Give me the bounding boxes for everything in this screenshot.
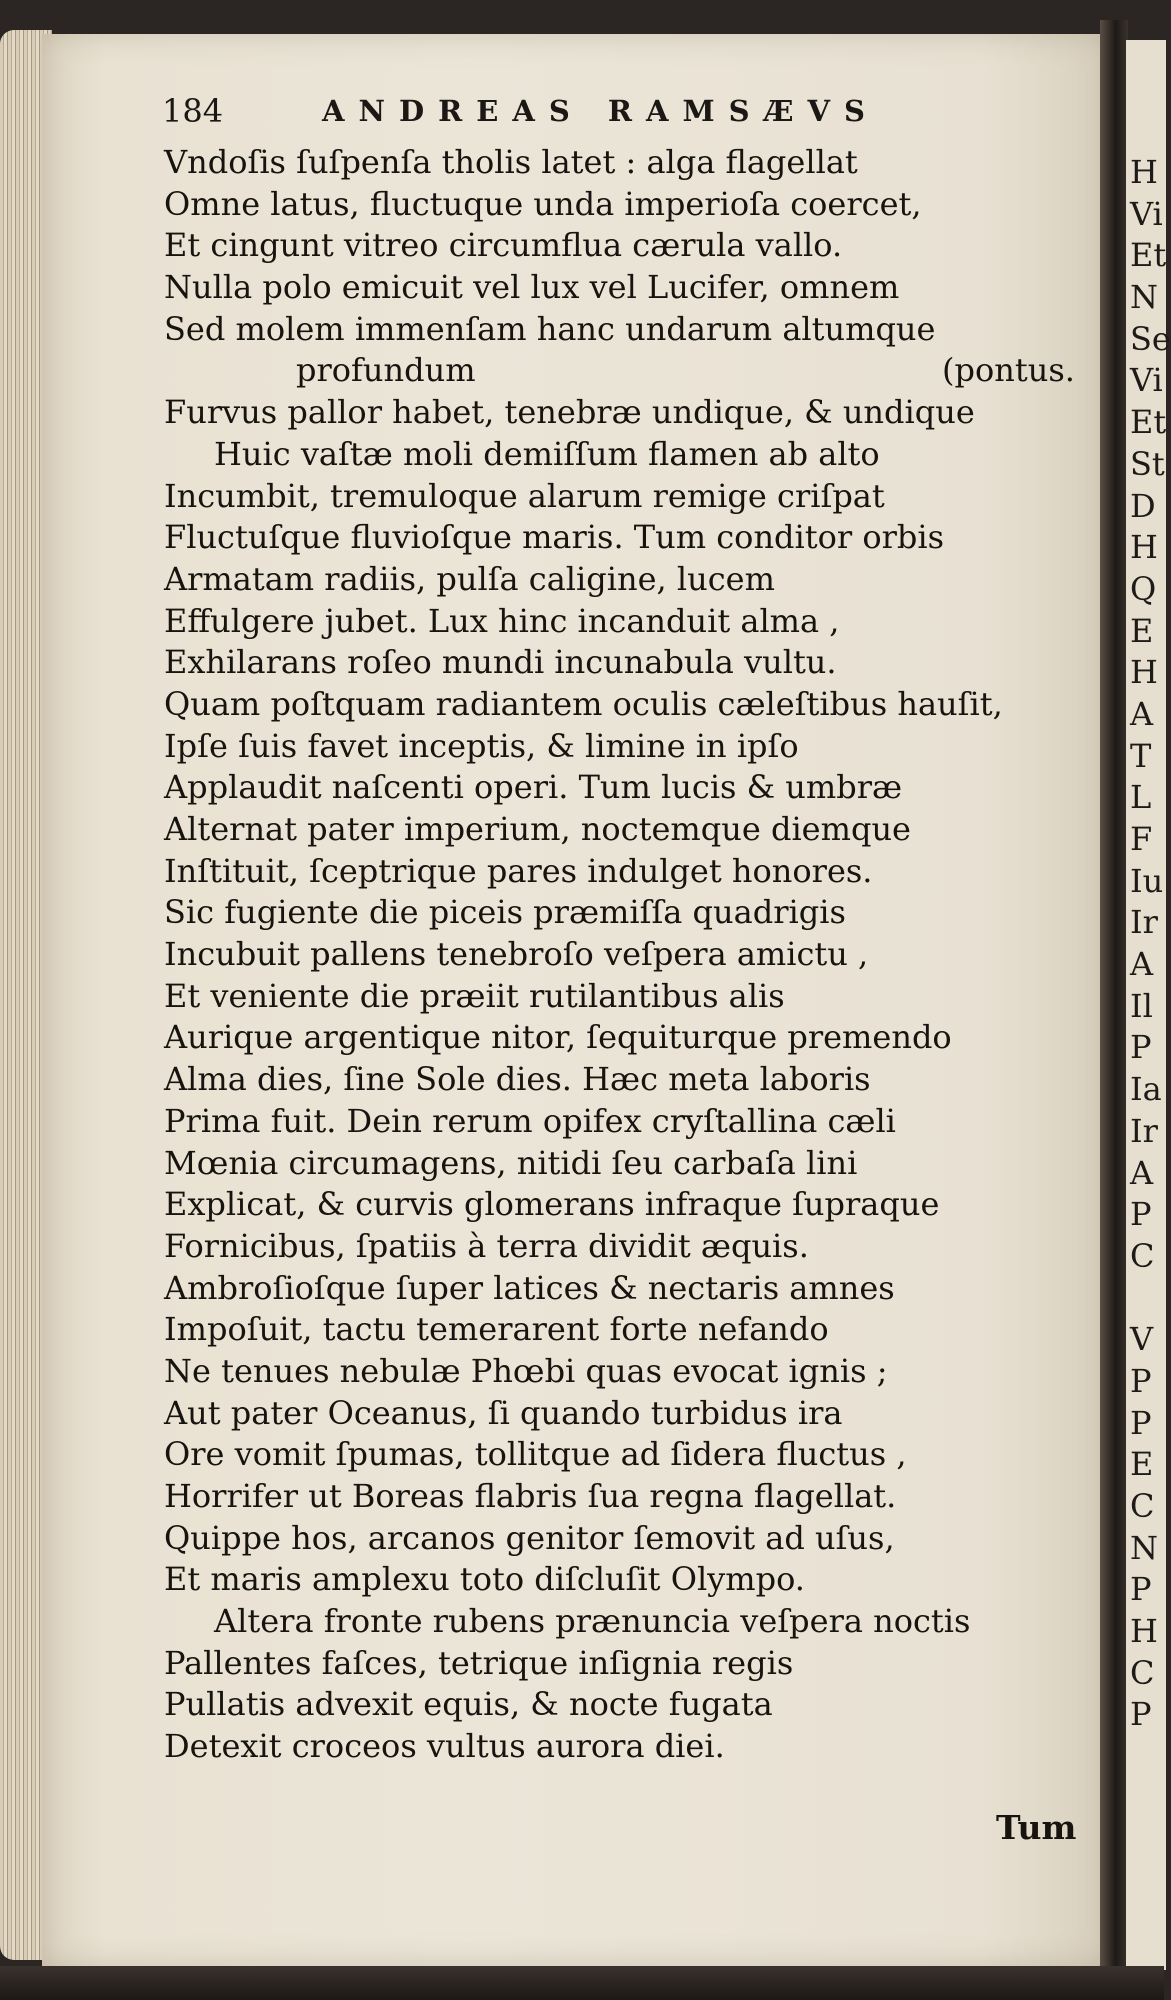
verse-line: Horrifer ut Boreas flabris ſua regna flagellat. [164,1477,897,1515]
facing-page-fragment: Q [1130,569,1157,608]
verse-line: Omne latus, fluctuque unda imperioſa coercet, [164,184,922,223]
facing-page-fragment: N [1130,1528,1158,1567]
facing-page-fragment: Vi [1130,194,1163,233]
verse-line-right: (pontus. [942,351,1075,390]
facing-page-fragment: E [1130,611,1154,650]
verse-line: Ambroſioſque ſuper latices & nectaris amnes [164,1268,895,1307]
verse-line: Furvus pallor habet, tenebræ undique, & undique [164,393,975,432]
running-head: ANDREAS RAMSÆVS [322,94,879,128]
bottom-edge [0,1966,1164,2000]
verse-line: Ore vomit ſpumas, tollitque ad ſidera fluctus , [164,1435,907,1474]
verse-line: Exhilarans roſeo mundi incunabula vultu. [164,643,837,682]
facing-page-fragment: T [1130,736,1152,775]
verse-line: Sed molem immenſam hanc undarum altumque [164,309,936,348]
facing-page-fragment: D [1130,486,1156,525]
verse-line: Aurique argentique nitor, ſequiturque premendo [164,1018,952,1057]
verse-line [164,350,1104,392]
verse-line-left: profundum [296,351,476,390]
verse-line: Ne tenues nebulæ Phœbi quas evocat ignis ; [164,1351,888,1390]
facing-page-fragment: Et [1130,403,1167,442]
facing-page-fragment: Ir [1130,903,1158,942]
facing-page-fragment: H [1130,153,1158,191]
verse-line: Vndoſis ſuſpenſa tholis latet : alga flagellat [164,143,858,181]
verse-line: Et maris amplexu toto diſcluſit Olympo. [164,1560,805,1599]
facing-page-fragment: P [1130,1403,1152,1442]
facing-page-fragment: P [1130,1028,1152,1067]
verse-line: Nulla polo emicuit vel lux vel Lucifer, omnem [164,268,900,307]
facing-page-fragment: A [1130,1153,1154,1192]
verse-line: Incumbit, tremuloque alarum remige criſpat [164,476,885,515]
facing-page-fragment: Ia [1130,1070,1162,1109]
facing-page-fragment: A [1130,694,1154,733]
facing-page-fragment: A [1130,945,1154,984]
facing-page-fragment: Vi [1130,361,1163,400]
verse-line: Inſtituit, ſceptrique pares indulget honores. [164,851,873,890]
facing-page-fragment: Iu [1130,861,1164,900]
facing-page-fragment: Se [1130,319,1171,358]
catchword: Tum [996,1808,1077,1847]
verse-line: Altera fronte rubens prænuncia veſpera noctis [214,1602,971,1641]
verse-block [164,142,1104,1768]
verse-line: Explicat, & curvis glomerans infraque ſupraque [164,1185,940,1224]
verse-line: Ipſe ſuis favet inceptis, & limine in ipſo [164,726,799,765]
verse-line: Huic vaſtæ moli demiſſum flamen ab alto [214,434,880,473]
page-header [162,92,1062,136]
facing-page-fragment: P [1130,1570,1152,1609]
verse-line: Impoſuit, tactu temerarent forte nefando [164,1310,829,1349]
facing-page-text [1130,152,1171,1736]
verse-line: Armatam radiis, pulſa caligine, lucem [164,559,775,598]
facing-page-fragment: P [1130,1195,1152,1234]
verse-line: Quam poſtquam radiantem oculis cæleſtibus hauſit, [164,684,1003,723]
book-gutter [1100,20,1128,1980]
verse-line: Effulgere jubet. Lux hinc incanduit alma , [164,601,840,640]
facing-page-fragment: St [1130,444,1165,483]
verse-line: Et cingunt vitreo circumflua cærula vallo. [164,226,843,265]
verse-line: Alternat pater imperium, noctemque diemque [164,810,911,848]
facing-page-fragment: P [1130,1361,1152,1400]
verse-line: Prima fuit. Dein rerum opifex cryſtallina cæli [164,1101,896,1140]
verse-line: Sic fugiente die piceis præmiſſa quadrigis [164,893,846,932]
facing-page-fragment: H [1130,1612,1158,1651]
verse-line: Fornicibus, ſpatiis à terra dividit æquis. [164,1226,809,1265]
facing-page-fragment: E [1130,1445,1154,1484]
facing-page-fragment: H [1130,653,1158,692]
facing-page-fragment: Il [1130,986,1153,1025]
verse-line: Fluctuſque fluvioſque maris. Tum conditor orbis [164,518,945,557]
verse-line: Pallentes faſces, tetrique inſignia regis [164,1643,794,1682]
verse-line: Alma dies, ſine Sole dies. Hæc meta laboris [164,1060,871,1099]
verse-line: Pullatis advexit equis, & nocte fugata [164,1685,773,1724]
facing-page-fragment: C [1130,1487,1155,1525]
facing-page-fragment: C [1130,1653,1155,1692]
facing-page-fragment: N [1130,278,1158,317]
page-number: 184 [162,92,224,130]
facing-page-fragment: L [1130,778,1152,817]
facing-page-fragment: Et [1130,236,1167,275]
facing-page-fragment: P [1130,1695,1152,1734]
facing-page-fragment: V [1130,1320,1154,1359]
verse-line: Applaudit naſcenti operi. Tum lucis & umbræ [164,768,903,807]
verse-line: Quippe hos, arcanos genitor ſemovit ad uſus, [164,1518,895,1557]
verse-line: Mœnia circumagens, nitidi ſeu carbaſa lini [164,1143,858,1182]
verse-line: Et veniente die præiit rutilantibus alis [164,976,785,1015]
verse-line: Detexit croceos vultus aurora diei. [164,1727,725,1766]
facing-page-fragment: H [1130,528,1158,567]
facing-page-fragment: F [1130,820,1153,858]
verse-line: Incubuit pallens tenebroſo veſpera amictu , [164,935,869,974]
facing-page-fragment [1130,1278,1164,1320]
facing-page-fragment: C [1130,1236,1155,1275]
facing-page-fragment: Ir [1130,1111,1158,1150]
verse-line: Aut pater Oceanus, ſi quando turbidus ira [164,1393,843,1432]
